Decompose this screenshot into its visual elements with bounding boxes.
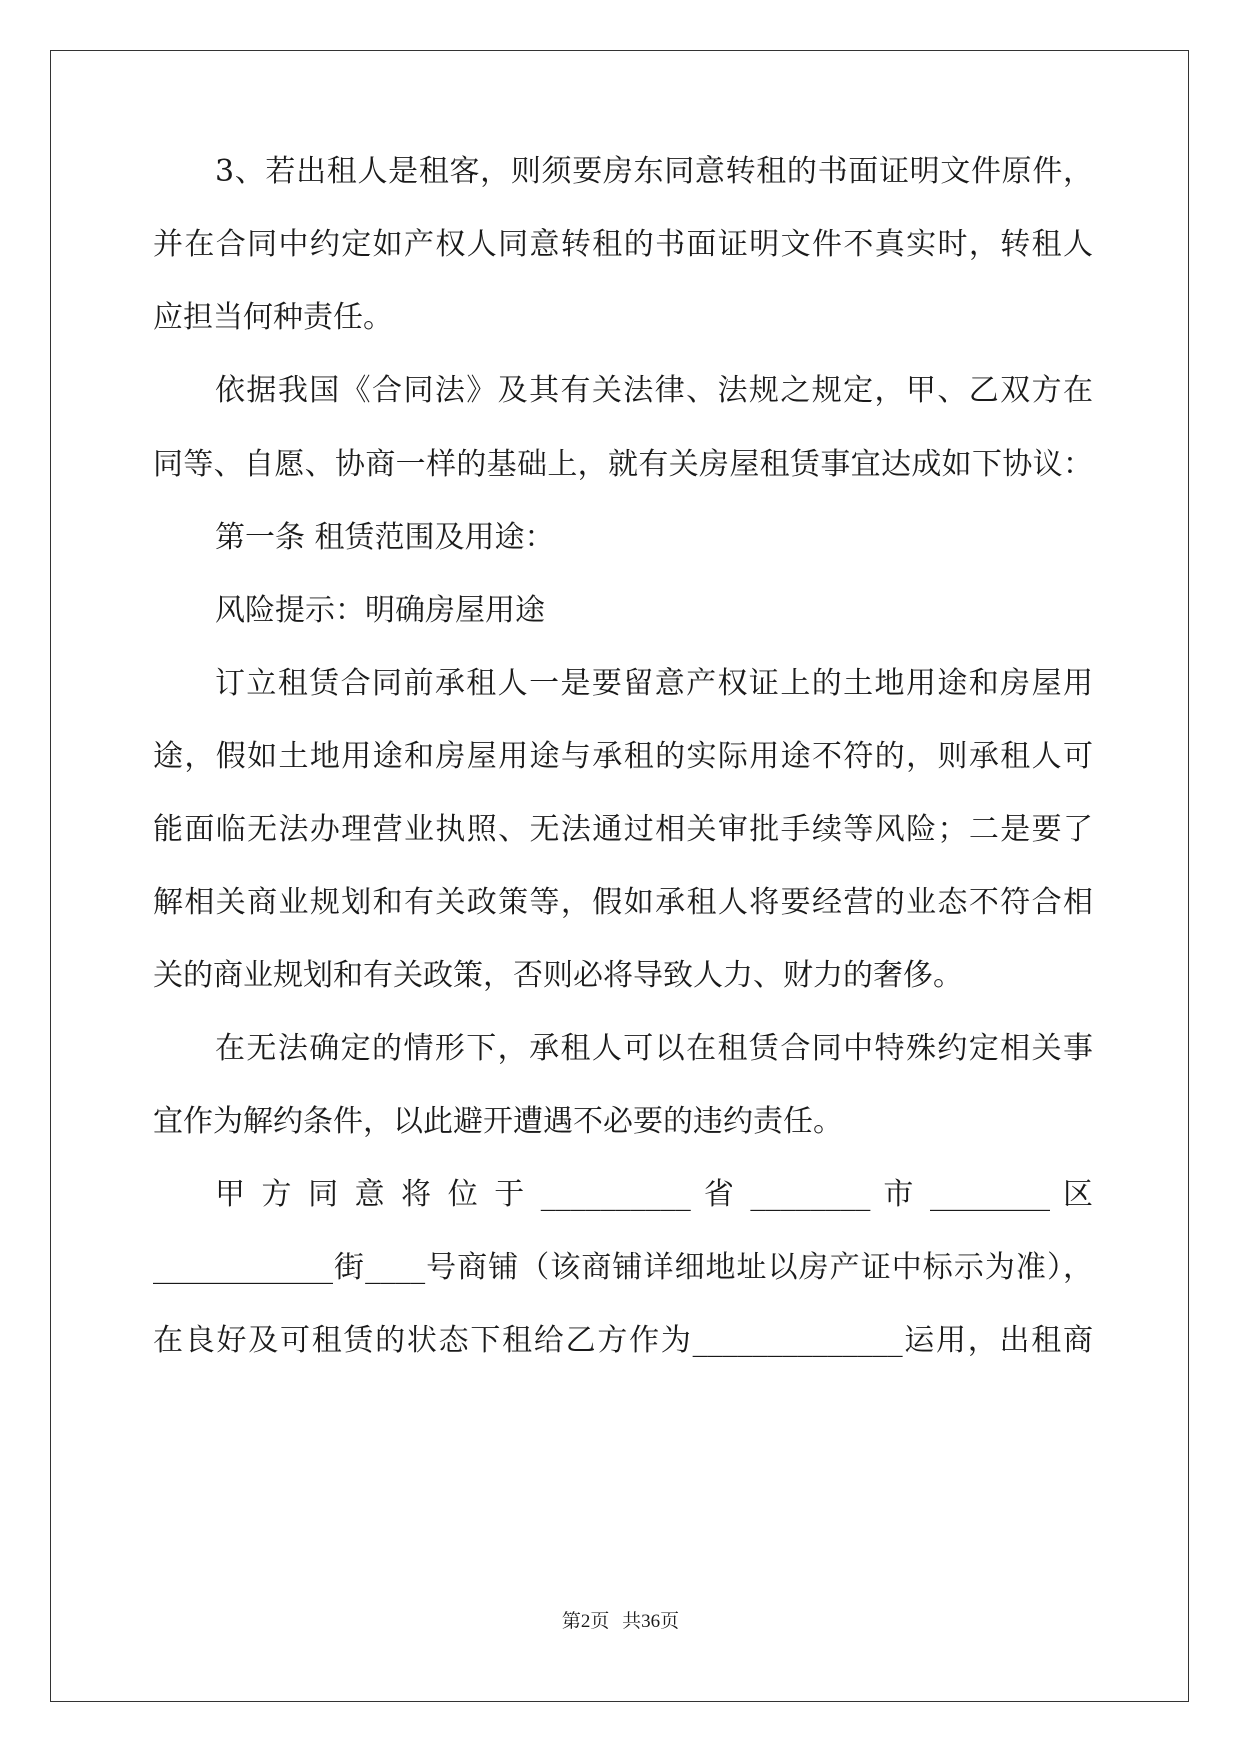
article-heading: 第一条 租赁范围及用途： bbox=[215, 520, 555, 555]
paragraph-line: 解相关商业规划和有关政策等，假如承租人将要经营的业态不符合相 bbox=[153, 885, 1093, 920]
paragraph-line: 途，假如土地用途和房屋用途与承租的实际用途不符的，则承租人可 bbox=[153, 739, 1093, 774]
page-number: 第2页 bbox=[561, 1611, 610, 1632]
paragraph-line: 甲 方 同 意 将 位 于 __________ 省 ________ 市 ________ 区 bbox=[215, 1177, 1093, 1212]
paragraph-line: 同等、自愿、协商一样的基础上，就有关房屋租赁事宜达成如下协议： bbox=[153, 447, 1093, 482]
paragraph-line: 并在合同中约定如产权人同意转租的书面证明文件不真实时，转租人 bbox=[153, 227, 1093, 262]
risk-notice-heading: 风险提示：明确房屋用途 bbox=[215, 593, 545, 628]
paragraph-line: 宜作为解约条件，以此避开遭遇不必要的违约责任。 bbox=[153, 1104, 843, 1139]
paragraph-line: 在无法确定的情形下，承租人可以在租赁合同中特殊约定相关事 bbox=[215, 1031, 1093, 1066]
paragraph-line: 应担当何种责任。 bbox=[153, 300, 393, 335]
paragraph-line: 订立租赁合同前承租人一是要留意产权证上的土地用途和房屋用 bbox=[215, 666, 1093, 701]
paragraph-line: 关的商业规划和有关政策，否则必将导致人力、财力的奢侈。 bbox=[153, 958, 963, 993]
paragraph-line: 依据我国《合同法》及其有关法律、法规之规定，甲、乙双方在 bbox=[215, 373, 1093, 408]
page-total: 共36页 bbox=[622, 1611, 680, 1632]
paragraph-line: 在良好及可租赁的状态下租给乙方作为______________运用，出租商 bbox=[153, 1323, 1093, 1358]
paragraph-line: 能面临无法办理营业执照、无法通过相关审批手续等风险；二是要了 bbox=[153, 812, 1093, 847]
paragraph-line: 3、若出租人是租客，则须要房东同意转租的书面证明文件原件， bbox=[215, 154, 1093, 189]
page-footer bbox=[0, 1606, 1241, 1633]
paragraph-line: ____________街____号商铺（该商铺详细地址以房产证中标示为准）， bbox=[153, 1250, 1093, 1285]
